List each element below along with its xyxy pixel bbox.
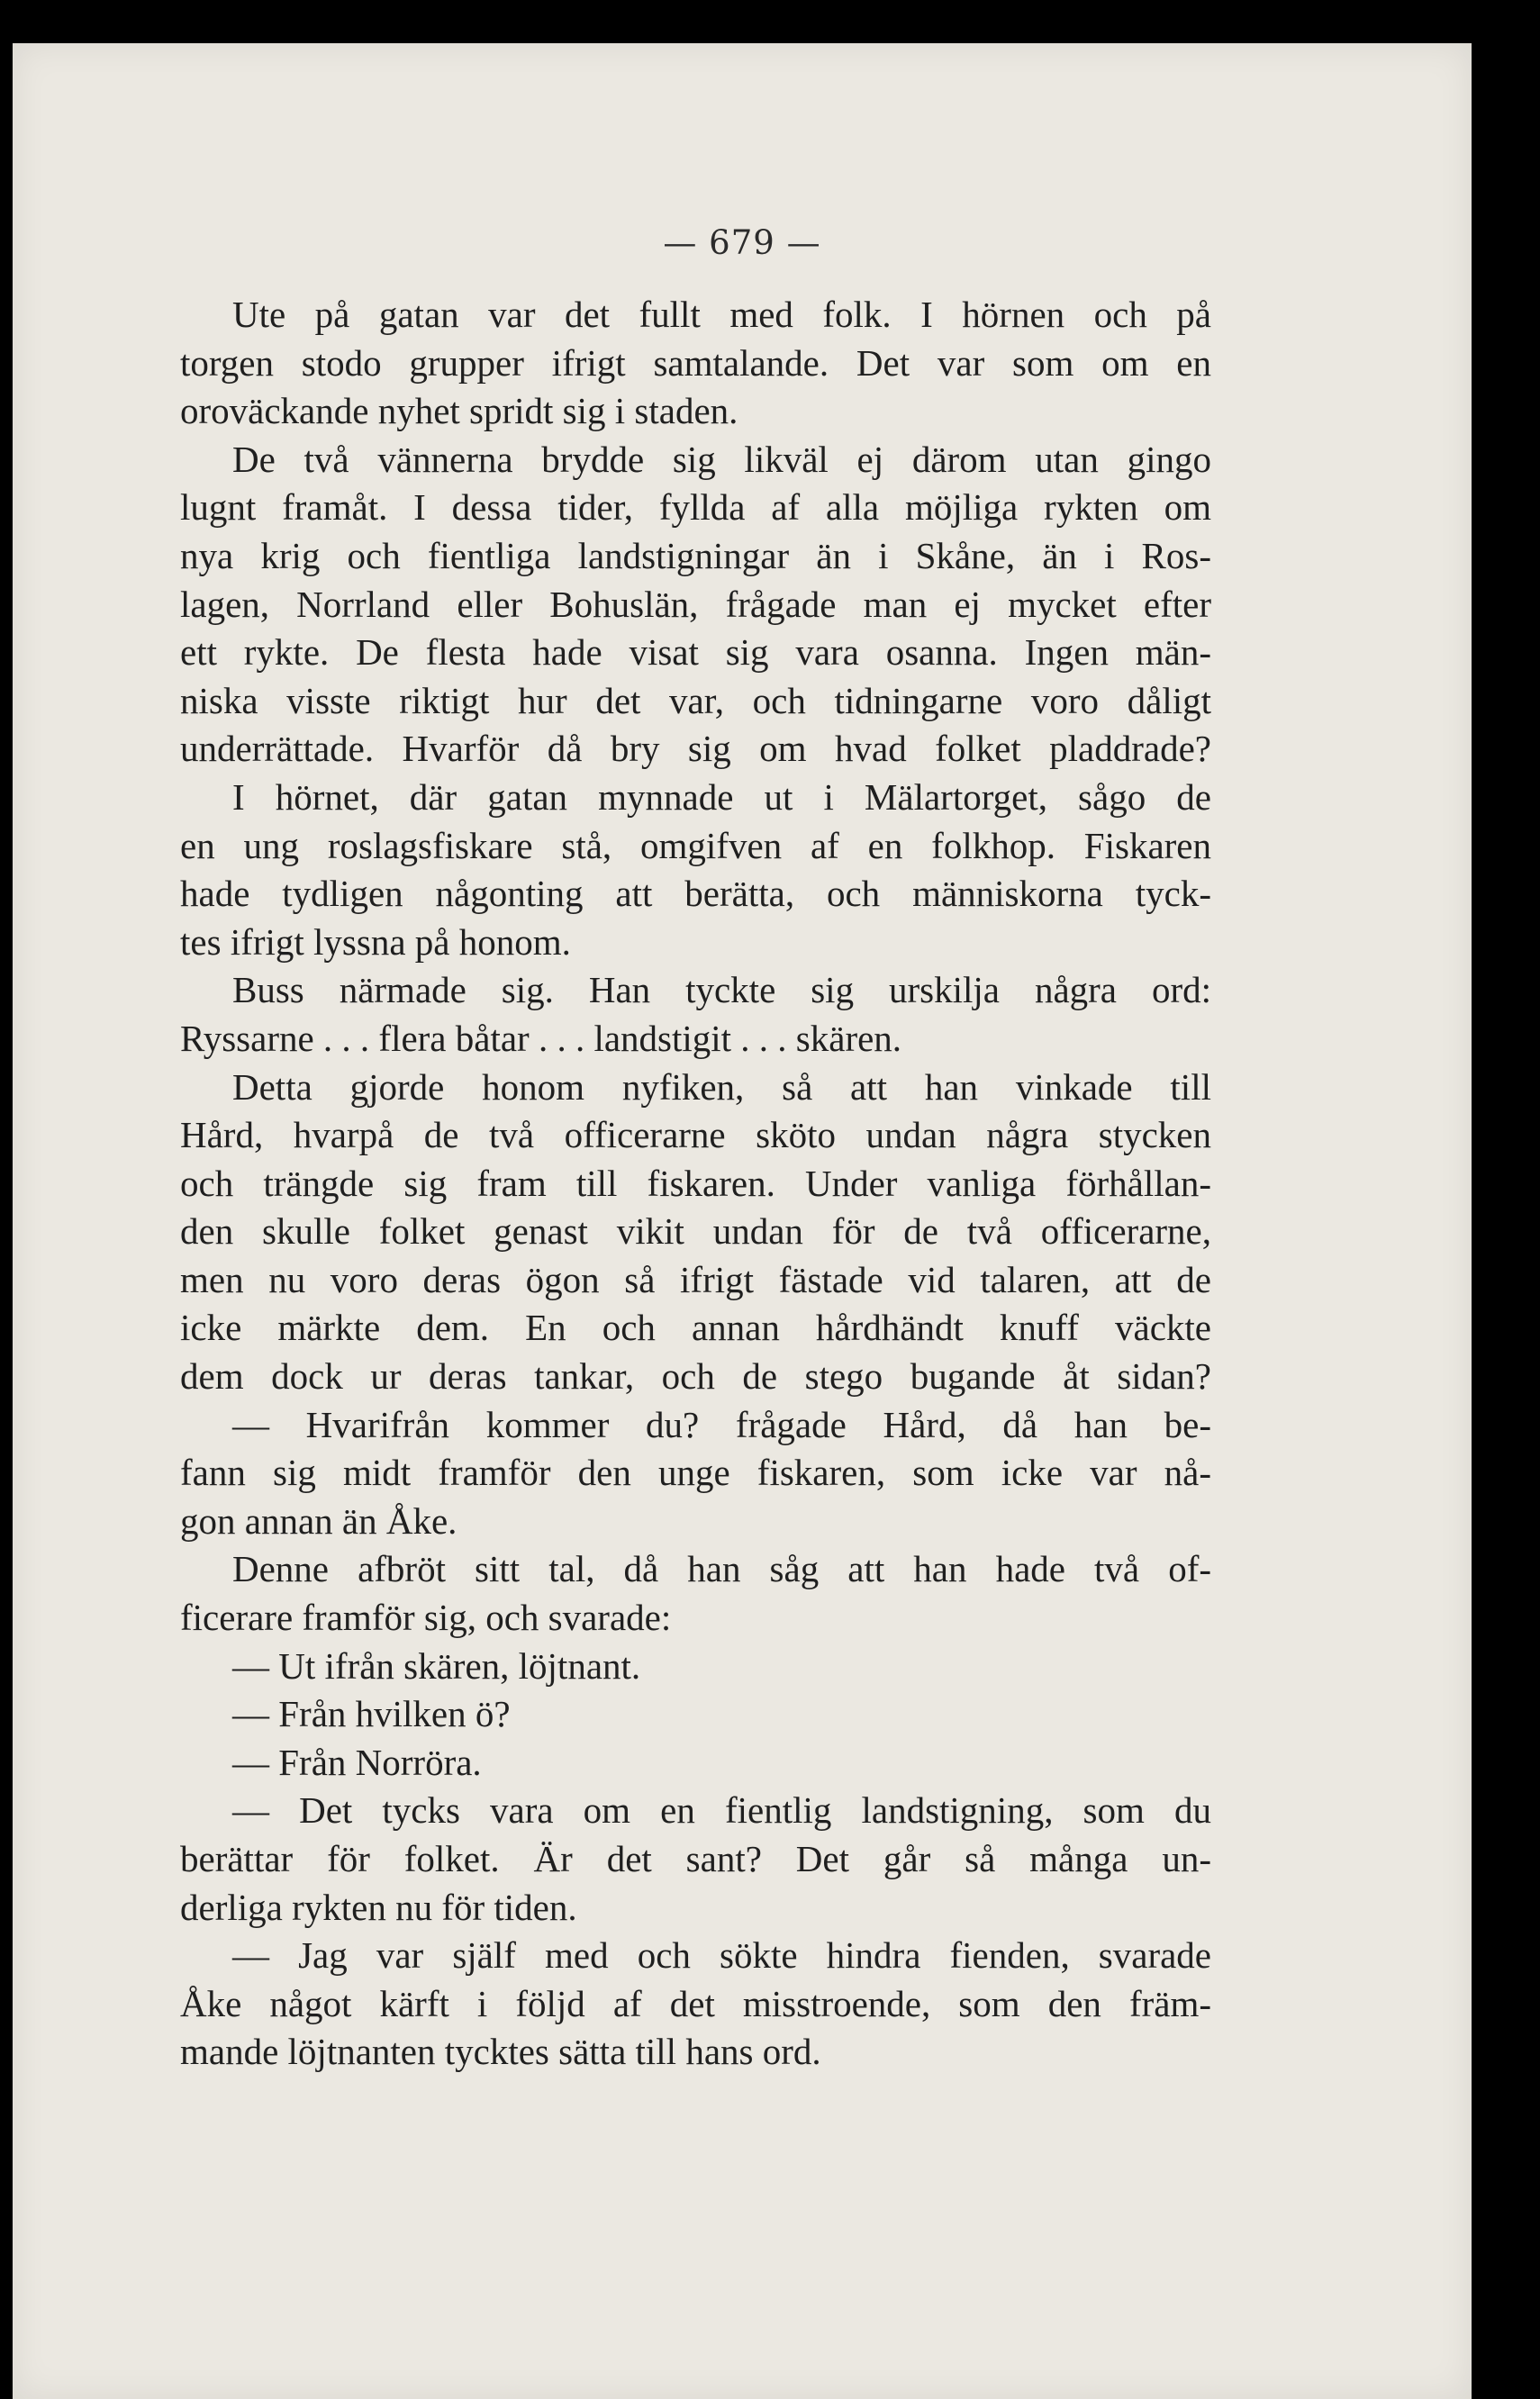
text-line: Denne afbröt sitt tal, då han såg att han hade två of- <box>232 1548 1211 1590</box>
text-line: Buss närmade sig. Han tyckte sig urskilja några ord: <box>232 969 1211 1011</box>
text-line: Detta gjorde honom nyfiken, så att han vinkade till <box>232 1065 1211 1108</box>
text-line: ficerare framför sig, och svarade: <box>180 1597 672 1639</box>
text-line: fann sig midt framför den unge fiskaren, som icke var nå- <box>180 1452 1211 1494</box>
text-line: niska visste riktigt hur det var, och tidningarne voro dåligt <box>180 679 1211 721</box>
text-line: Ute på gatan var det fullt med folk. I hörnen och på <box>232 294 1211 335</box>
text-line: — Jag var själf med och sökte hindra fienden, svarade <box>232 1934 1211 1977</box>
text-line: De två vännerna brydde sig likväl ej därom utan gingo <box>232 438 1211 480</box>
text-line: Åke något kärft i följd af det misstroende, som den främ- <box>180 1982 1211 2024</box>
text-line: — Det tycks vara om en fientlig landstigning, som du <box>232 1789 1211 1832</box>
text-line: — Från hvilken ö? <box>232 1693 511 1735</box>
text-line: och trängde sig fram till fiskaren. Under vanliga förhållan- <box>180 1162 1211 1204</box>
text-line: berättar för folket. Är det sant? Det går så många un- <box>180 1838 1211 1879</box>
text-line: hade tydligen någonting att berätta, och människorna tyck- <box>180 873 1211 915</box>
text-line: dem dock ur deras tankar, och de stego bugande åt sidan? <box>180 1355 1211 1398</box>
text-line: Hård, hvarpå de två officerarne sköto undan några stycken <box>180 1114 1211 1156</box>
text-line: men nu voro deras ögon så ifrigt fästade vid talaren, att de <box>180 1258 1211 1300</box>
text-line: nya krig och fientliga landstigningar än i Skåne, än i Ros- <box>180 534 1211 576</box>
text-line: lagen, Norrland eller Bohuslän, frågade man ej mycket efter <box>180 583 1211 625</box>
text-line: Ryssarne . . . flera båtar . . . landstigit . . . skären. <box>180 1017 902 1059</box>
text-line: — Hvarifrån kommer du? frågade Hård, då han be- <box>232 1403 1211 1445</box>
text-line: — Ut ifrån skären, löjtnant. <box>232 1644 641 1687</box>
text-line: en ung roslagsfiskare stå, omgifven af en folkhop. Fiskaren <box>180 824 1211 866</box>
text-line: I hörnet, där gatan mynnade ut i Mälartorget, sågo de <box>232 775 1211 818</box>
text-line: mande löjtnanten tycktes sätta till hans ord. <box>180 2031 821 2073</box>
text-line: derliga rykten nu för tiden. <box>180 1886 577 1928</box>
text-line: ett rykte. De flesta hade visat sig vara osanna. Ingen män- <box>180 631 1211 674</box>
text-line: torgen stodo grupper ifrigt samtalande. Det var som om en <box>180 341 1211 384</box>
text-line: gon annan än Åke. <box>180 1499 457 1542</box>
text-line: lugnt framåt. I dessa tider, fyllda af alla möjliga rykten om <box>180 486 1211 529</box>
text-line: underrättade. Hvarför då bry sig om hvad folket pladdrade? <box>180 728 1211 770</box>
body-text <box>180 291 1211 2077</box>
page-number: — 679 — <box>663 223 821 262</box>
text-line: tes ifrigt lyssna på honom. <box>180 920 571 963</box>
text-line: den skulle folket genast vikit undan för de två officerarne, <box>180 1210 1211 1253</box>
text-line: — Från Norröra. <box>232 1741 482 1783</box>
text-line: oroväckande nyhet spridt sig i staden. <box>180 390 738 432</box>
book-page <box>13 43 1472 2399</box>
text-line: icke märkte dem. En och annan hårdhändt knuff väckte <box>180 1307 1211 1349</box>
